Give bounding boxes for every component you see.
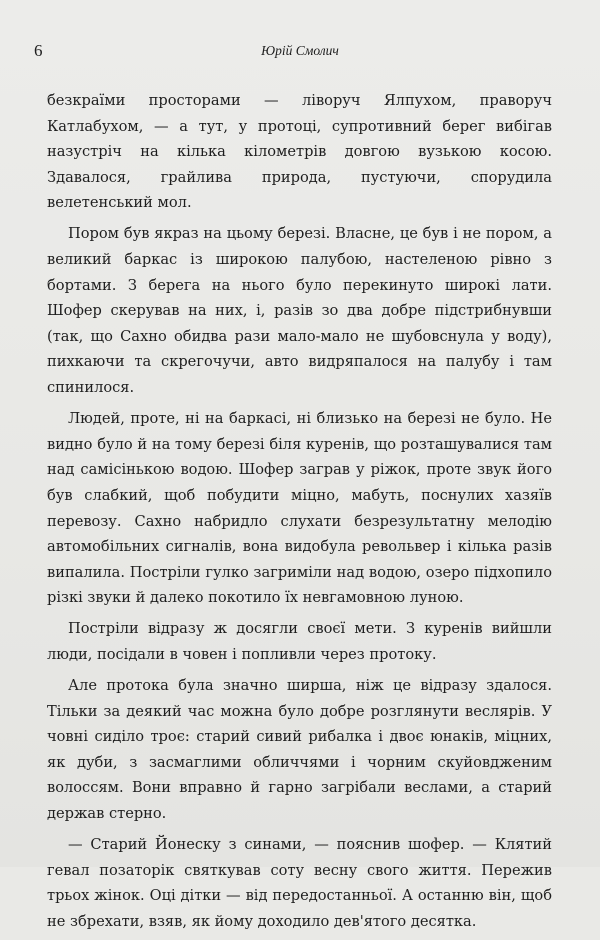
paragraph: Пором був якраз на цьому березі. Власне, це був і не пором, а великий баркас із широкою палубою, настеленою рівно з бортами. З берега на нього було перекинуто широкі лати. Шофер скерував на них, і, разів зо два добре підстрибнувши (так, що Сахно обидва рази мало-мало не шубовснула у воду), пихкаючи та скрегочучи, авто видряпалося на палубу і там спинилося. [47,225,552,397]
paragraph: Постріли відразу ж досягли своєї мети. З куренів вийшли люди, посідали в човен і попливли через протоку. [47,620,552,663]
paragraph: безкраїми просторами — ліворуч Ялпухом, праворуч Катлабухом, — а тут, у протоці, супротивний берег вибігав назустріч на кілька кілометрів довгою вузькою косою. Здавалося, грайлива природа, пустуючи, спорудила велетенський мол. [47,92,552,212]
paragraph: Але протока була значно ширша, ніж це відразу здалося. Тільки за деякий час можна було добре розглянути веслярів. У човні сиділо троє: старий сивий рибалка і двоє юнаків, міцних, як дуби, з засмаглими обличчями і чорним скуйовдженим волоссям. Вони вправно й гарно загрібали веслами, а старий держав стерно. [47,677,552,823]
page-number: 6 [34,41,43,60]
body-text [47,88,552,940]
page-header [0,40,600,64]
paragraph: — Старий Йонеску з синами, — пояснив шофер. — Клятий гевал позаторік святкував соту весну свого життя. Пережив трьох жінок. Оці дітки — від передостанньої. А останню він, щоб не збрехати, взяв, як йому доходило дев'ятого десятка. [47,836,552,930]
paragraph: Людей, проте, ні на баркасі, ні близько на березі не було. Не видно було й на тому березі біля куренів, що розташувалися там над самісінькою водою. Шофер заграв у ріжок, проте звук його був слабкий, щоб побудити міцно, мабуть, поснулих хазяїв перевозу. Сахно набридло слухати безрезультатну мелодію автомобільних сигналів, вона видобула револьвер і кілька разів випалила. Постріли гулко загриміли над водою, озеро підхопило різкі звуки й далеко покотило їх невгамовною луною. [47,410,552,607]
running-title: Юрій Смолич [261,43,339,58]
